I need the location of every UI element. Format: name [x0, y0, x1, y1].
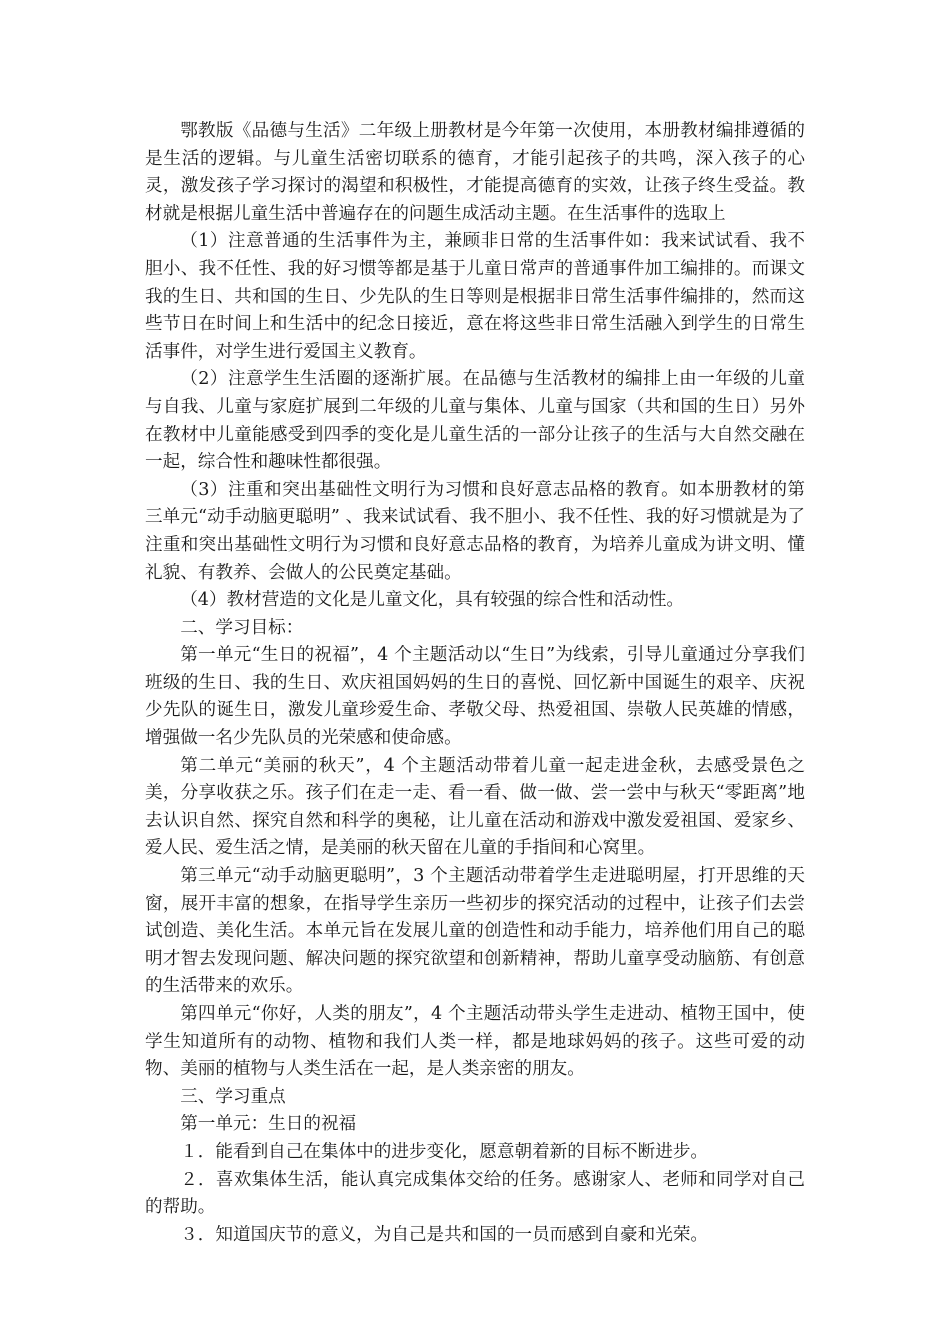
section-heading-focus: 三、学习重点: [180, 1086, 286, 1107]
document-body: [145, 118, 805, 1249]
unit-2-goal-paragraph: 第二单元“美丽的秋天”，4 个主题活动带着儿童一起走进金秋，去感受景色之美，分享收获之乐。孩子们在走一走、看一看、做一做、尝一尝中与秋天“零距离”地去认识自然、探究自然和科学的奥秘，让儿童在活动和游戏中激发爱祖国、爱家乡、爱人民、爱生活之情，是美丽的秋天留在儿童的手指间和心窝里。: [145, 755, 805, 859]
focus-item-1: １．能看到自己在集体中的进步变化，愿意朝着新的目标不断进步。: [180, 1141, 709, 1162]
point-1-paragraph: （1）注意普通的生活事件为主，兼顾非日常的生活事件如：我来试试看、我不胆小、我不任性、我的好习惯等都是基于儿童日常声的普通事件加工编排的。而课文我的生日、共和国的生日、少先队的生日等则是根据非日常生活事件编排的，然而这些节日在时间上和生活中的纪念日接近，意在将这些非日常生活融入到学生的日常生活事件，对学生进行爱国主义教育。: [145, 231, 805, 362]
section-heading-goals: 二、学习目标：: [180, 617, 304, 638]
intro-paragraph: 鄂教版《品德与生活》二年级上册教材是今年第一次使用，本册教材编排遵循的是生活的逻辑。与儿童生活密切联系的德育，才能引起孩子的共鸣，深入孩子的心灵，激发孩子学习探讨的渴望和积极性，才能提高德育的实效，让孩子终生受益。教材就是根据儿童生活中普遍存在的问题生成活动主题。在生活事件的选取上: [145, 121, 805, 224]
point-4-paragraph: （4）教材营造的文化是儿童文化，具有较强的综合性和活动性。: [180, 590, 685, 611]
point-3-paragraph: （3）注重和突出基础性文明行为习惯和良好意志品格的教育。如本册教材的第三单元“动手动脑更聪明” 、我来试试看、我不胆小、我不任性、我的好习惯就是为了注重和突出基础性文明行为习惯和良好意志品格的教育，为培养儿童成为讲文明、懂礼貌、有教养、会做人的公民奠定基础。: [145, 479, 805, 583]
unit-3-goal-paragraph: 第三单元“动手动脑更聪明”，3 个主题活动带着学生走进聪明屋，打开思维的天窗，展开丰富的想象，在指导学生亲历一些初步的探究活动的过程中，让孩子们去尝试创造、美化生活。本单元旨在发展儿童的创造性和动手能力，培养他们用自己的聪明才智去发现问题、解决问题的探究欲望和创新精神，帮助儿童享受动脑筋、有创意的生活带来的欢乐。: [145, 866, 805, 997]
unit-4-goal-paragraph: 第四单元“你好，人类的朋友”，4 个主题活动带头学生走进动、植物王国中，使学生知道所有的动物、植物和我们人类一样，都是地球妈妈的孩子。这些可爱的动物、美丽的植物与人类生活在一起，是人类亲密的朋友。: [145, 1004, 805, 1080]
unit-1-goal-paragraph: 第一单元“生日的祝福”，4 个主题活动以“生日”为线索，引导儿童通过分享我们班级的生日、我的生日、欢庆祖国妈妈的生日的喜悦、回忆新中国诞生的艰辛、庆祝少先队的诞生日，激发儿童珍爱生命、孝敬父母、热爱祖国、崇敬人民英雄的情感，增强做一名少先队员的光荣感和使命感。: [145, 645, 805, 749]
focus-item-3: ３．知道国庆节的意义，为自己是共和国的一员而感到自豪和光荣。: [180, 1224, 709, 1245]
focus-item-2: ２．喜欢集体生活，能认真完成集体交给的任务。感谢家人、老师和同学对自己的帮助。: [145, 1169, 805, 1218]
unit-1-heading: 第一单元：生日的祝福: [180, 1114, 357, 1135]
point-2-paragraph: （2）注意学生生活圈的逐渐扩展。在品德与生活教材的编排上由一年级的儿童与自我、儿童与家庭扩展到二年级的儿童与集体、儿童与国家（共和国的生日）另外在教材中儿童能感受到四季的变化是儿童生活的一部分让孩子的生活与大自然交融在一起，综合性和趣味性都很强。: [145, 369, 805, 473]
